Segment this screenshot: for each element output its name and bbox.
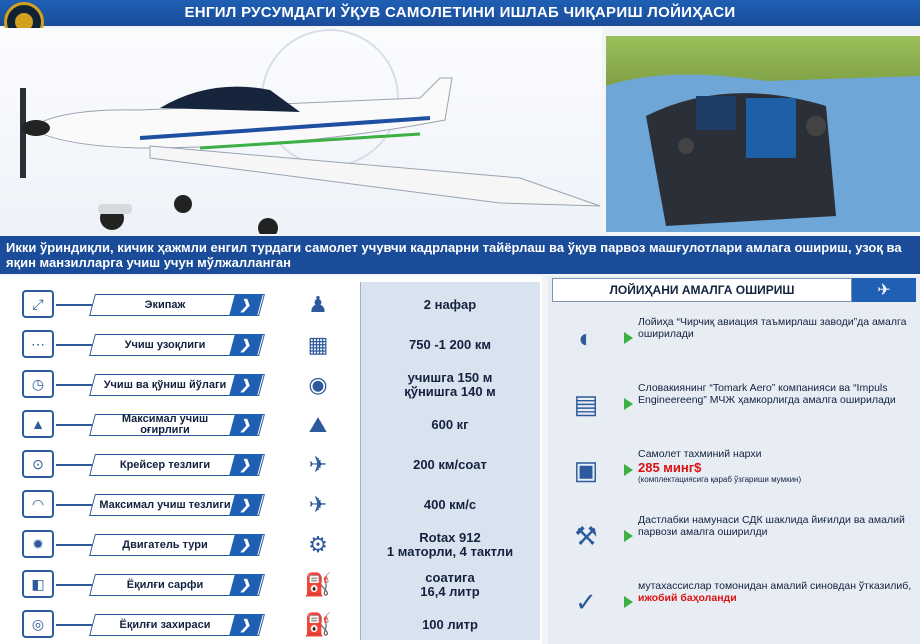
spec-row: [0, 604, 540, 644]
spec-label: Учиш узоқлиги: [124, 338, 206, 351]
project-item: [552, 506, 916, 566]
chevron-right-icon: ❯: [229, 614, 263, 636]
check-icon: ✓: [575, 586, 597, 617]
connector-line: [56, 384, 96, 386]
spec-row: [0, 364, 540, 404]
subtitle-text: Икки ўриндиқли, кичик ҳажмли енгил турдаги самолет учувчи кадрларни тайёрлаш ва ўқув парвоз машғулотлари амлага ошириш, узоқ ва яқин манзилларга учиш учун мўлжалланган: [6, 240, 902, 270]
spec-label: Максимал учиш тезлиги: [99, 498, 231, 511]
item-text: мутахассислар томонидан амалий синовдан ўтказилиб,: [638, 580, 912, 592]
chevron-right-icon: ❯: [229, 374, 263, 396]
spec-label: Ёқилғи сарфи: [126, 578, 204, 591]
spec-value: 2 нафар: [423, 297, 477, 312]
fuel-pump-icon: ⛽: [304, 612, 332, 637]
arrow-icon: [624, 332, 633, 344]
arrow-icon: [624, 530, 633, 542]
chevron-right-icon: ❯: [229, 334, 263, 356]
engine-icon: ⚙: [308, 532, 328, 557]
spec-value: учишга 150 м қўнишга 140 м: [404, 370, 496, 399]
project-item: [552, 308, 916, 368]
project-item: [552, 572, 916, 632]
cube-icon: ◧: [22, 570, 54, 598]
weight-icon: ▲: [22, 410, 54, 438]
chevron-right-icon: ❯: [229, 574, 263, 596]
plane-icon: ✈: [308, 492, 328, 517]
cockpit-illustration: [606, 36, 920, 232]
item-text: Дастлабки намунаси СДК шаклида йиғилди ва амалий парвози амалга оширилди: [638, 514, 905, 538]
project-item-text: [638, 448, 914, 485]
price-value: 285 минг$: [638, 460, 702, 475]
mountain-icon: ⛰: [308, 412, 328, 437]
chevron-right-icon: ❯: [229, 494, 263, 516]
project-item-text: [638, 382, 914, 406]
item-text: Лойиҳа “Чирчиқ авиация таъмирлаш заводи”да амалга оширилади: [638, 316, 907, 340]
plane-icon: ✈: [852, 278, 916, 302]
arrow-icon: [624, 464, 633, 476]
target-icon: ◎: [22, 610, 54, 638]
arrow-icon: [624, 596, 633, 608]
item-text: Самолет тахминий нархи: [638, 448, 762, 460]
spec-value: 200 км/соат: [413, 457, 487, 472]
plane-icon: ✈: [308, 452, 328, 477]
aircraft-illustration: [0, 28, 602, 234]
connector-line: [56, 424, 96, 426]
map-icon: ▦: [307, 332, 329, 357]
spec-value: 750 -1 200 км: [409, 337, 491, 352]
spec-label: Максимал учиш оғирлиги: [121, 413, 209, 436]
project-item-text: [638, 316, 914, 340]
connector-line: [56, 464, 96, 466]
spec-row: [0, 444, 540, 484]
spec-row: [0, 484, 540, 524]
speed-icon: ⊙: [22, 450, 54, 478]
aircraft-photo: [0, 28, 602, 234]
price-note: (комплектациясига қараб ўзгариши мумкин): [638, 475, 802, 484]
fuel-pump-icon: ⛽: [304, 572, 332, 597]
spec-label: Экипаж: [144, 298, 186, 311]
connector-line: [56, 624, 96, 626]
connector-line: [56, 344, 96, 346]
project-item: [552, 374, 916, 434]
spec-row: [0, 524, 540, 564]
spec-value: соатига 16,4 литр: [420, 570, 480, 599]
chevron-right-icon: ❯: [229, 454, 263, 476]
spec-value: 400 км/с: [423, 497, 477, 512]
connector-line: [56, 304, 96, 306]
expand-icon: ⤢: [22, 290, 54, 318]
gear-icon: ✹: [22, 530, 54, 558]
page-title: ЕНГИЛ РУСУМДАГИ ЎҚУВ САМОЛЕТИНИ ИШЛАБ ЧИҚАРИШ ЛОЙИҲАСИ: [184, 4, 736, 21]
chevron-right-icon: ❯: [229, 414, 263, 436]
spec-row: [0, 284, 540, 324]
project-item-text: [638, 580, 914, 604]
chevron-right-icon: ❯: [229, 294, 263, 316]
spec-label: Ёқилғи захираси: [119, 618, 211, 631]
runway-icon: ◉: [308, 372, 328, 397]
timer-icon: ◷: [22, 370, 54, 398]
flags-icon: ▤: [573, 388, 599, 419]
pilot-icon: ♟: [308, 292, 328, 317]
factory-logo-icon: ◐: [578, 322, 594, 353]
spec-value: 600 кг: [431, 417, 469, 432]
spec-row: [0, 324, 540, 364]
spec-label: Двигатель тури: [122, 538, 208, 551]
connector-line: [56, 584, 96, 586]
connector-line: [56, 504, 96, 506]
project-item-text: [638, 514, 914, 538]
gauge-icon: ◠: [22, 490, 54, 518]
item-text: Словакиянинг “Tomark Aero” компанияси ва “Impuls Engineereeng” МЧЖ ҳамкорлигда амалга оширилади: [638, 382, 896, 406]
connector-line: [56, 544, 96, 546]
chevron-right-icon: ❯: [229, 534, 263, 556]
project-item: [552, 440, 916, 500]
spec-row: [0, 564, 540, 604]
cockpit-photo: [606, 36, 920, 232]
arrow-icon: [624, 398, 633, 410]
assembly-icon: ⚒: [574, 520, 598, 551]
highlight-text: ижобий баҳоланди: [638, 592, 737, 604]
spec-label: Крейсер тезлиги: [119, 458, 211, 471]
project-title: ЛОЙИҲАНИ АМАЛГА ОШИРИШ: [552, 278, 852, 302]
spec-value: Rotax 912 1 маторли, 4 тактли: [386, 530, 514, 559]
spec-row: [0, 404, 540, 444]
route-icon: ⋯: [22, 330, 54, 358]
spec-value: 100 литр: [422, 617, 478, 632]
money-icon: ▣: [573, 454, 599, 485]
spec-label: Учиш ва қўниш йўлаги: [103, 378, 227, 391]
